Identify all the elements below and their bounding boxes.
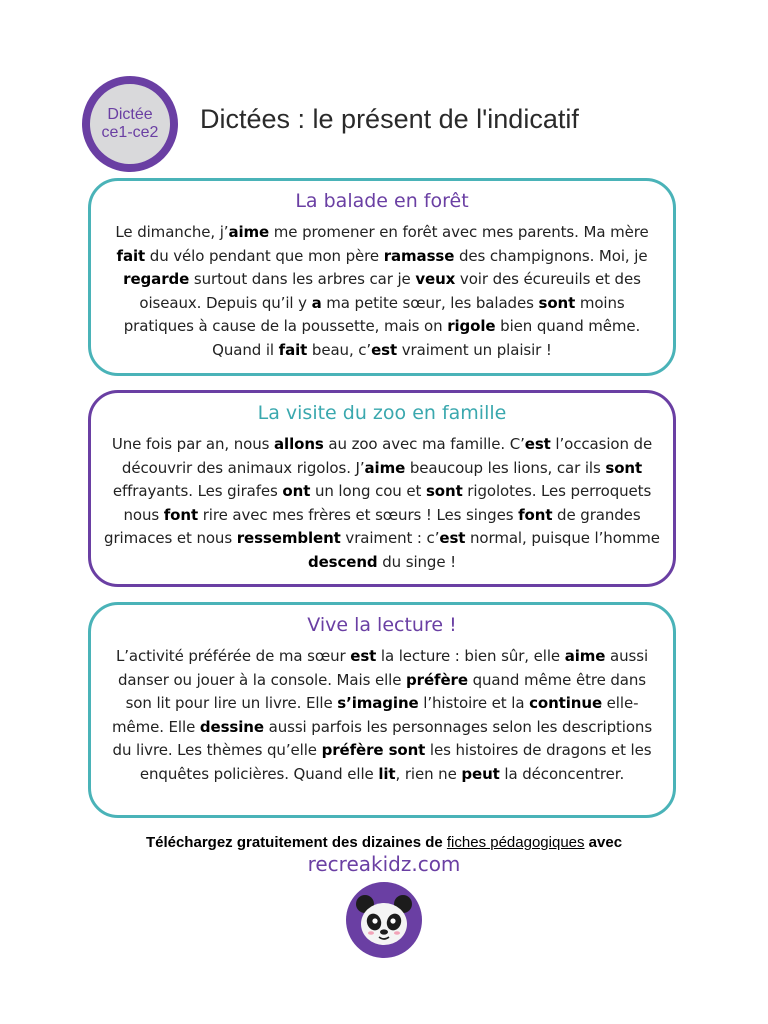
fiches-link[interactable]: fiches pédagogiques [446,834,585,851]
footer-text: Téléchargez gratuitement des dizaines de [145,834,447,851]
card-heading: La visite du zoo en famille [257,402,507,424]
badge-line-1: Dictée [107,106,153,123]
conjugated-verb: allons [274,435,324,453]
card-text: Une fois par an, nous allons au zoo avec ma famille. C’est l’occasion de découvrir des animaux rigolos. J’aime beaucoup les lions, car ils sont effrayants. Les girafes ont un long cou et sont rigolotes. Les perroquets nous font rire avec mes frères et sœurs ! Les singes font de grandes grimaces et nous ressemblent vraiment : c’est normal, puisque l’homme descend du singe ! [104,435,660,571]
conjugated-verb: font [518,505,553,524]
page-title: Dictées : le présent de l'indicatif [200,104,579,134]
footer-text-end: avec [584,834,623,851]
conjugated-verb: sont [538,293,576,312]
conjugated-verb: s’imagine [337,694,419,713]
conjugated-verb: continue [529,694,603,713]
conjugated-verb: préfère sont [321,741,426,760]
conjugated-verb: est [371,340,398,359]
conjugated-verb: est [439,529,466,548]
card-heading: Vive la lecture ! [307,614,457,636]
conjugated-verb: peut [461,764,500,783]
conjugated-verb: est [524,435,551,453]
level-badge [82,76,178,172]
conjugated-verb: regarde [123,270,190,289]
conjugated-verb: descend [307,552,378,571]
conjugated-verb: aime [364,458,406,477]
conjugated-verb: fait [278,340,308,359]
card-text: L’activité préférée de ma sœur est la lecture : bien sûr, elle aime aussi danser ou jouer à la console. Mais elle préfère quand même être dans son lit pour lire un livre. Elle s’imagine l’histoire et la continue elle-même. Elle dessine aussi parfois les personnages selon les descriptions du livre. Les thèmes qu’elle préfère sont les histoires de dragons et les enquêtes policières. Quand elle lit, rien ne peut la déconcentrer. [111,647,653,783]
conjugated-verb: dessine [199,717,264,736]
conjugated-verb: aime [564,647,606,665]
conjugated-verb: font [163,505,199,524]
conjugated-verb: préfère [406,670,468,689]
site-link[interactable]: recreakidz.com [307,852,461,876]
conjugated-verb: rigole [447,317,496,336]
conjugated-verb: sont [425,482,463,501]
conjugated-verb: ont [282,482,311,501]
conjugated-verb: sont [605,458,643,477]
conjugated-verb: aime [228,223,270,241]
conjugated-verb: est [350,647,377,665]
panda-logo-icon [344,880,424,960]
conjugated-verb: ramasse [383,246,455,265]
footer-promo [0,834,768,851]
conjugated-verb: veux [415,270,456,289]
card-text: Le dimanche, j’aime me promener en forêt avec mes parents. Ma mère fait du vélo pendant que mon père ramasse des champignons. Moi, je regarde surtout dans les arbres car je veux voir des écureuils et des oiseaux. Depuis qu’il y a ma petite sœur, les balades sont moins pratiques à cause de la poussette, mais on rigole bien quand même. Quand il fait beau, c’est vraiment un plaisir ! [115,223,649,359]
conjugated-verb: a [311,293,322,312]
dictation-card-zoo [88,390,676,587]
conjugated-verb: fait [116,246,146,265]
card-heading: La balade en forêt [295,190,469,212]
conjugated-verb: lit [378,764,396,783]
dictation-card-lecture [88,602,676,818]
dictation-card-balade [88,178,676,376]
conjugated-verb: ressemblent [236,529,341,548]
badge-line-2: ce1-ce2 [101,124,159,141]
